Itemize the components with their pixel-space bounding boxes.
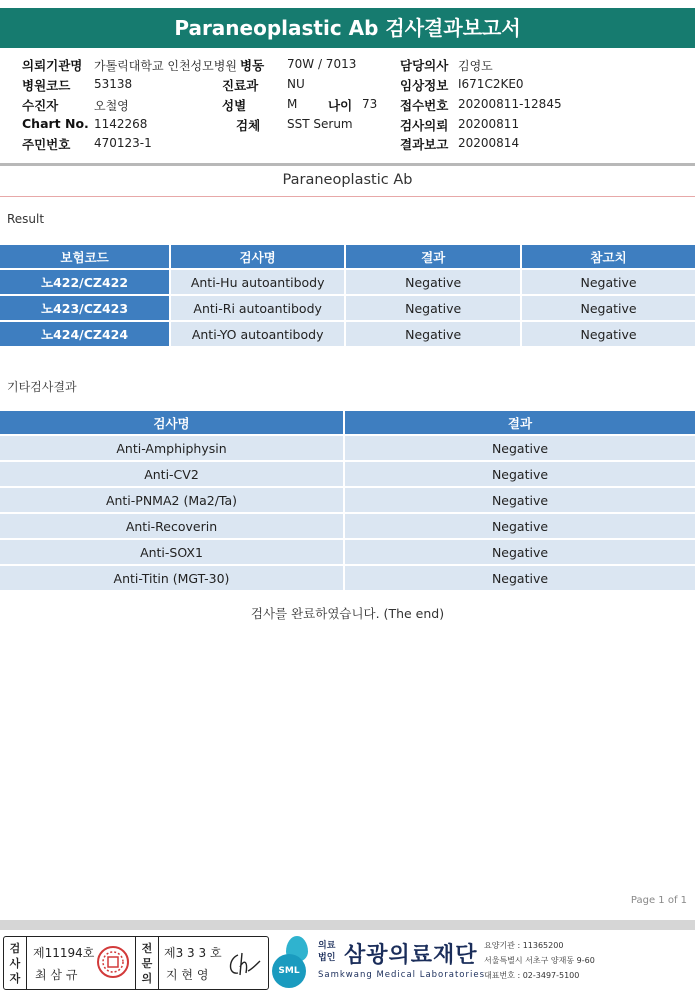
request-date-value: 20200811 <box>458 117 520 131</box>
test-result: Negative <box>346 322 520 346</box>
doctor-label: 담당의사 <box>400 58 449 73</box>
age-value: 73 <box>362 97 378 111</box>
corp-name: 삼광의료재단 <box>344 943 478 968</box>
test-name: Anti-Amphiphysin <box>0 436 343 460</box>
test-result: Negative <box>345 488 695 512</box>
footer-divider <box>0 920 695 930</box>
insurance-code: 노423/CZ423 <box>0 296 169 320</box>
test-result: Negative <box>345 436 695 460</box>
hospital-code-value: 53138 <box>94 77 133 91</box>
institution-value: 가톨릭대학교 인천성모병원 <box>94 59 237 73</box>
table-row <box>0 462 695 486</box>
col-header-result: 결과 <box>345 411 695 434</box>
patient-value: 오철영 <box>94 99 129 113</box>
table-row <box>0 540 695 564</box>
table-row <box>0 514 695 538</box>
institution-label: 의뢰기관명 <box>22 58 83 73</box>
chart-no-label: Chart No. <box>22 116 89 131</box>
reference-value: Negative <box>522 270 695 294</box>
report-date-label: 결과보고 <box>400 137 449 152</box>
col-header-test: 검사명 <box>171 245 344 268</box>
verifier-name: 지 현 영 <box>166 968 209 982</box>
test-name: Anti-Recoverin <box>0 514 343 538</box>
specimen-value: SST Serum <box>287 117 353 131</box>
receipt-no-value: 20200811-12845 <box>458 97 562 111</box>
table-row <box>0 270 695 294</box>
patient-info-block <box>0 54 695 164</box>
clinical-info-value: I671C2KE0 <box>458 77 524 91</box>
other-results-label: 기타검사결과 <box>7 380 77 394</box>
test-name: Anti-SOX1 <box>0 540 343 564</box>
sex-value: M <box>287 97 298 111</box>
corp-type: 의료 법인 <box>318 941 336 963</box>
table-header-row <box>0 245 695 268</box>
lab-phone: 대표번호 : 02-3497-5100 <box>484 971 580 980</box>
report-date-value: 20200814 <box>458 136 520 150</box>
age-label: 나이 <box>328 98 353 113</box>
clinical-info-label: 임상정보 <box>400 78 449 93</box>
table-row <box>0 566 695 590</box>
chart-no-value: 1142268 <box>94 117 148 131</box>
request-date-label: 검사의뢰 <box>400 118 449 133</box>
ward-value: 70W / 7013 <box>287 57 357 71</box>
divider <box>0 163 695 166</box>
receipt-no-label: 접수번호 <box>400 98 449 113</box>
table-row <box>0 322 695 346</box>
specimen-label: 검체 <box>236 118 261 133</box>
insurance-code: 노424/CZ424 <box>0 322 169 346</box>
sex-label: 성별 <box>222 98 247 113</box>
result-table <box>0 243 695 348</box>
other-results-table <box>0 409 695 592</box>
divider <box>135 937 136 989</box>
signature-icon <box>224 947 264 981</box>
corp-english-name: Samkwang Medical Laboratories <box>318 970 486 980</box>
table-row <box>0 296 695 320</box>
test-result: Negative <box>345 540 695 564</box>
tester-license-no: 제11194호 <box>33 946 95 960</box>
test-result: Negative <box>345 514 695 538</box>
table-row <box>0 488 695 512</box>
col-header-code: 보험코드 <box>0 245 169 268</box>
report-title: Paraneoplastic Ab 검사결과보고서 <box>0 8 695 48</box>
test-name: Anti-YO autoantibody <box>171 322 344 346</box>
section-title: Paraneoplastic Ab <box>282 172 413 188</box>
lab-address: 서울특별시 서초구 양재동 9-60 <box>484 956 595 965</box>
verifier-license-no: 제3 3 3 호 <box>164 946 222 960</box>
ward-label: 병동 <box>240 58 265 73</box>
divider <box>158 937 159 989</box>
tester-label: 검 사 자 <box>9 942 21 985</box>
signature-box <box>3 936 269 990</box>
tester-name: 최 삼 규 <box>35 968 78 982</box>
id-no-label: 주민번호 <box>22 137 71 152</box>
test-name: Anti-PNMA2 (Ma2/Ta) <box>0 488 343 512</box>
institution-code: 요양기관 : 11365200 <box>484 941 564 950</box>
test-result: Negative <box>345 566 695 590</box>
insurance-code: 노422/CZ422 <box>0 270 169 294</box>
id-no-value: 470123-1 <box>94 136 152 150</box>
reference-value: Negative <box>522 296 695 320</box>
section-divider <box>0 196 695 197</box>
test-name: Anti-Hu autoantibody <box>171 270 344 294</box>
page-number: Page 1 of 1 <box>630 895 687 906</box>
department-value: NU <box>287 77 305 91</box>
verifier-label: 전 문 의 <box>141 942 153 985</box>
test-result: Negative <box>345 462 695 486</box>
test-result: Negative <box>346 296 520 320</box>
patient-label: 수진자 <box>22 98 59 113</box>
table-header-row <box>0 411 695 434</box>
seal-stamp-icon <box>96 945 130 979</box>
table-row <box>0 436 695 460</box>
department-label: 진료과 <box>222 78 259 93</box>
divider <box>26 937 27 989</box>
test-name: Anti-Titin (MGT-30) <box>0 566 343 590</box>
lab-logo-block <box>272 934 692 994</box>
doctor-value: 김영도 <box>458 59 493 73</box>
col-header-result: 결과 <box>346 245 520 268</box>
col-header-test: 검사명 <box>0 411 343 434</box>
result-label: Result <box>7 212 45 226</box>
test-result: Negative <box>346 270 520 294</box>
reference-value: Negative <box>522 322 695 346</box>
col-header-reference: 참고치 <box>522 245 695 268</box>
end-message: 검사를 완료하였습니다. (The end) <box>250 606 445 621</box>
sml-logo-icon: SML <box>272 954 306 988</box>
test-name: Anti-Ri autoantibody <box>171 296 344 320</box>
hospital-code-label: 병원코드 <box>22 78 71 93</box>
test-name: Anti-CV2 <box>0 462 343 486</box>
